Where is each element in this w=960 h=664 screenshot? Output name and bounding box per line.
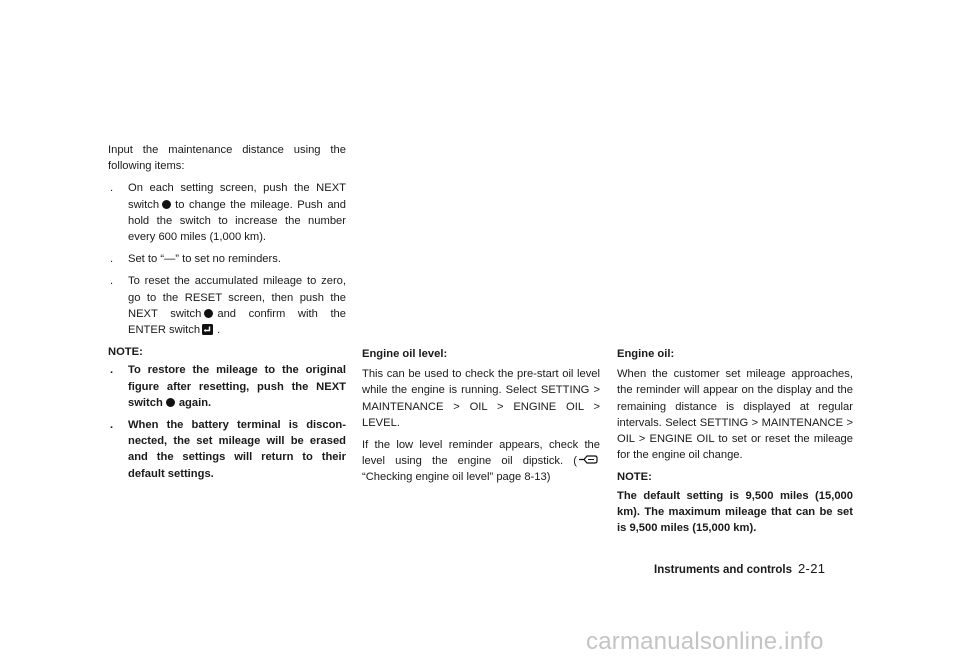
list-item	[108, 273, 346, 338]
note-heading: NOTE:	[617, 471, 652, 484]
bullet: .	[110, 419, 114, 432]
note-text: The default setting is 9,500 miles (15,000 km). The maximum mileage that can be set is 9,500 miles (15,000 km).	[617, 489, 853, 535]
paragraph-text: If the low level reminder appears, check the level using the engine oil dipstick. (	[362, 439, 600, 468]
section-heading: Engine oil level:	[362, 348, 448, 360]
paragraph: When the customer set mileage approaches, the reminder will appear on the display and the remaining distance is displayed at regular intervals. Select SETTING > MAINTENANCE > OIL > ENGINE OIL to set or reset the mileage for the engine oil change.	[617, 368, 853, 462]
next-switch-icon	[204, 309, 213, 318]
bullet-text: again.	[178, 396, 212, 409]
next-switch-icon	[166, 398, 175, 407]
section-title: Instruments and controls	[654, 564, 793, 576]
column-middle	[362, 346, 600, 492]
bullet-text: and confirm with the ENTER switch	[128, 307, 346, 337]
bullet: .	[110, 275, 114, 288]
column-left	[108, 142, 346, 488]
section-heading: Engine oil:	[617, 348, 675, 360]
bullet: .	[110, 182, 114, 195]
list-item	[108, 362, 346, 411]
column-right	[617, 346, 853, 542]
intro-text: Input the maintenance distance using the following items:	[108, 144, 346, 173]
paragraph: This can be used to check the pre-start oil level while the engine is running. Select SETTING > MAINTENANCE > OIL > ENGINE OIL > LEVEL.	[362, 368, 600, 429]
list-item	[108, 180, 346, 245]
paragraph	[362, 437, 600, 486]
bullet: .	[110, 253, 114, 266]
next-switch-icon	[162, 200, 171, 209]
watermark-link[interactable]: carmanualsonline.info	[586, 628, 824, 655]
bullet-text: When the battery terminal is discon-nected, the set mileage will be erased and the settings will return to their default settings.	[128, 419, 346, 480]
note-heading: NOTE:	[108, 346, 143, 359]
bullet: .	[110, 364, 114, 377]
enter-switch-icon	[202, 324, 213, 335]
bullet-text: .	[217, 324, 221, 337]
list-item	[108, 417, 346, 482]
bullet-text: To restore the mileage to the original figure after resetting, push the NEXT switch	[128, 364, 346, 409]
bullet-text: Set to “—” to set no reminders.	[128, 253, 281, 266]
paragraph-text: “Checking engine oil level” page 8-13)	[362, 471, 551, 484]
page-number: 2-21	[798, 561, 826, 576]
bullet-text: To reset the accumulated mileage to zero, go to the RESET screen, then push the NEXT switch	[128, 275, 346, 320]
page-footer	[654, 561, 825, 576]
bullet-text: On each setting screen, push the NEXT switch	[128, 182, 346, 211]
list-item	[108, 251, 346, 267]
bullet-text: to change the mileage. Push and hold the switch to increase the number every 600 miles (1,000 km).	[128, 198, 346, 244]
reference-pointer-icon	[578, 454, 598, 465]
